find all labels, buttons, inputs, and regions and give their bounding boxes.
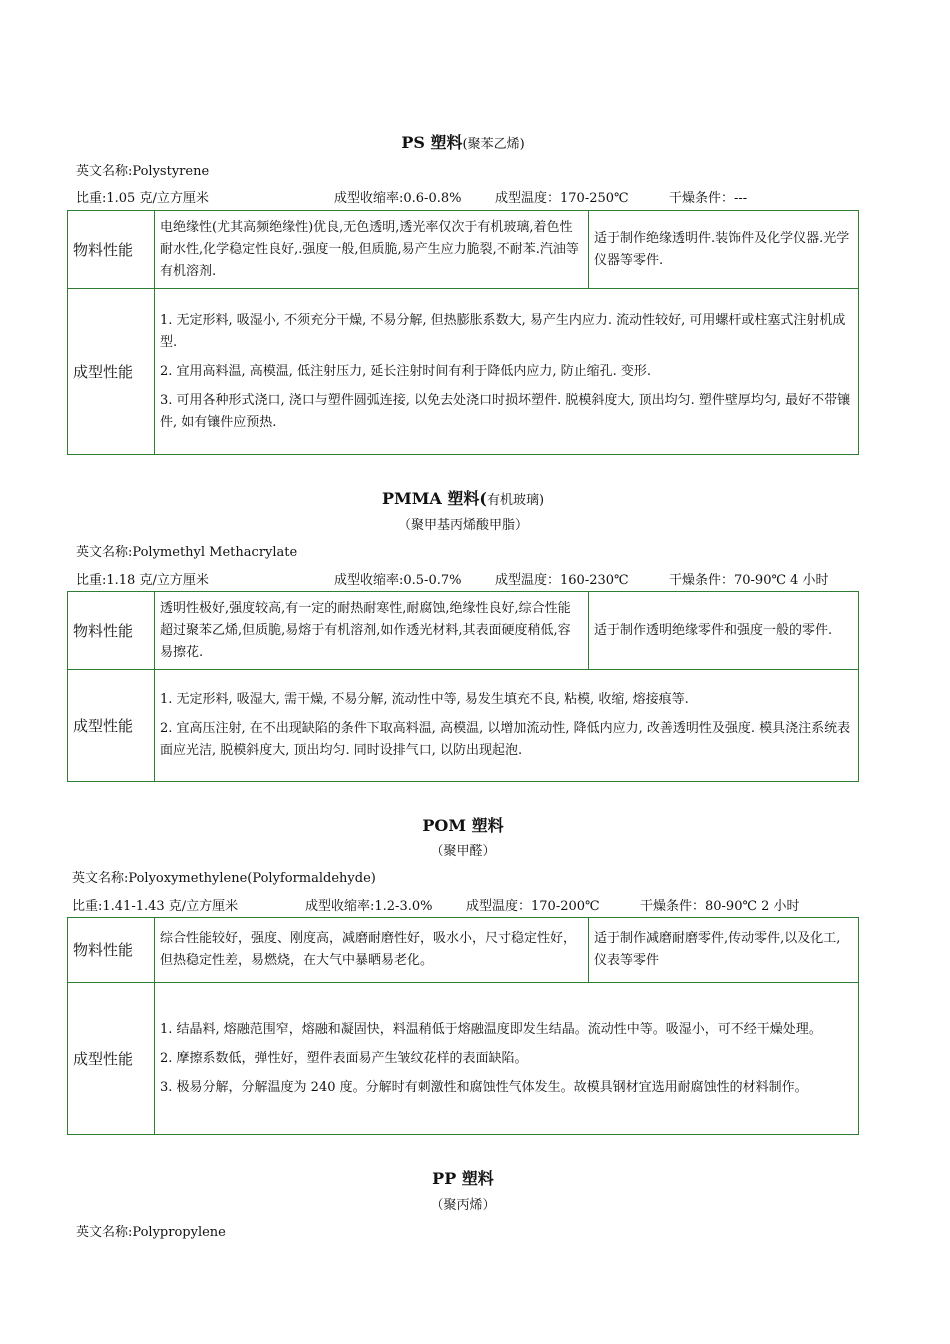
material-properties: 综合性能较好，强度、刚度高，减磨耐磨性好，吸水小，尺寸稳定性好，但热稳定性差，易燃烧，在大气中暴晒易老化。 (155, 918, 589, 983)
molding-item: 1. 无定形料, 吸湿小, 不须充分干燥, 不易分解, 但热膨胀系数大, 易产生内应力. 流动性较好, 可用螺杆或柱塞式注射机成型. (160, 312, 846, 350)
section-subtitle: （聚甲醛） (430, 844, 496, 859)
molding-item: 3. 极易分解，分解温度为 240 度。分解时有刺激性和腐蚀性气体发生。故模具钢材宜选用耐腐蚀性的材料制作。 (160, 1079, 808, 1095)
applications: 适于制作绝缘透明件.装饰件及化学仪器.光学仪器等零件. (589, 211, 859, 289)
drying-conditions: 干燥条件：70-90℃ 4 小时 (669, 573, 829, 588)
molding-item: 3. 可用各种形式浇口, 浇口与塑件圆弧连接, 以免去处浇口时损坏塑件. 脱模斜度大, 顶出均匀. 塑件壁厚均匀, 最好不带镶件, 如有镶件应预热. (160, 392, 851, 430)
material-properties: 电绝缘性(尤其高频绝缘性)优良,无色透明,透光率仅次于有机玻璃,着色性耐水性,化学稳定性良好,.强度一般,但质脆,易产生应力脆裂,不耐苯.汽油等有机溶剂. (155, 211, 589, 289)
section-title: POM 塑料 (422, 816, 504, 835)
shrinkage: 成型收缩率:0.5-0.7% (334, 573, 462, 588)
drying-conditions: 干燥条件：80-90℃ 2 小时 (640, 899, 800, 914)
row-label-molding: 成型性能 (68, 670, 155, 782)
row-label-material: 物料性能 (68, 592, 155, 670)
english-name: 英文名称:Polypropylene (76, 1225, 226, 1240)
molding-item: 2. 摩擦系数低，弹性好，塑件表面易产生皱纹花样的表面缺陷。 (160, 1050, 528, 1066)
row-label-molding: 成型性能 (68, 983, 155, 1135)
molding-properties (155, 670, 859, 782)
properties-table (67, 591, 859, 782)
english-name: 英文名称:Polymethyl Methacrylate (76, 545, 298, 560)
row-label-molding: 成型性能 (68, 289, 155, 455)
drying-conditions: 干燥条件：--- (669, 191, 748, 206)
section-subtitle: （聚甲基丙烯酸甲脂） (397, 518, 528, 533)
properties-table (67, 210, 859, 455)
properties-table (67, 917, 859, 1135)
applications: 适于制作透明绝缘零件和强度一般的零件. (589, 592, 859, 670)
english-name: 英文名称:Polystyrene (76, 164, 210, 179)
density: 比重:1.18 克/立方厘米 (76, 573, 209, 588)
density: 比重:1.05 克/立方厘米 (76, 191, 209, 206)
molding-properties (155, 983, 859, 1135)
row-label-material: 物料性能 (68, 918, 155, 983)
density: 比重:1.41-1.43 克/立方厘米 (72, 899, 239, 914)
section-title: PS 塑料(聚苯乙烯) (401, 133, 525, 152)
molding-temperature: 成型温度：170-250℃ (495, 191, 629, 206)
molding-item: 1. 结晶料, 熔融范围窄，熔融和凝固快，料温稍低于熔融温度即发生结晶。流动性中等。吸湿小，可不经干燥处理。 (160, 1021, 822, 1037)
shrinkage: 成型收缩率:0.6-0.8% (334, 191, 462, 206)
material-properties: 透明性极好,强度较高,有一定的耐热耐寒性,耐腐蚀,绝缘性良好,综合性能超过聚苯乙烯,但质脆,易熔于有机溶剂,如作透光材料,其表面硬度稍低,容易擦花. (155, 592, 589, 670)
shrinkage: 成型收缩率:1.2-3.0% (305, 899, 433, 914)
molding-item: 2. 宜高压注射, 在不出现缺陷的条件下取高料温, 高模温, 以增加流动性, 降低内应力, 改善透明性及强度. 模具浇注系统表面应光洁, 脱模斜度大, 顶出均匀. 同时设排气口, 以防出现起泡. (160, 721, 851, 758)
applications: 适于制作减磨耐磨零件,传动零件,以及化工,仪表等零件 (589, 918, 859, 983)
molding-properties (155, 289, 859, 455)
molding-temperature: 成型温度：170-200℃ (466, 899, 600, 914)
english-name: 英文名称:Polyoxymethylene(Polyformaldehyde) (72, 871, 376, 886)
section-title: PP 塑料 (432, 1169, 494, 1188)
row-label-material: 物料性能 (68, 211, 155, 289)
molding-item: 2. 宜用高料温, 高模温, 低注射压力, 延长注射时间有利于降低内应力, 防止缩孔. 变形. (160, 363, 651, 379)
molding-item: 1. 无定形料, 吸湿大, 需干燥, 不易分解, 流动性中等, 易发生填充不良, 粘模, 收缩, 熔接痕等. (160, 692, 689, 707)
section-title: PMMA 塑料(有机玻璃) (381, 489, 545, 508)
molding-temperature: 成型温度：160-230℃ (495, 573, 629, 588)
section-subtitle: （聚丙烯） (430, 1198, 496, 1213)
